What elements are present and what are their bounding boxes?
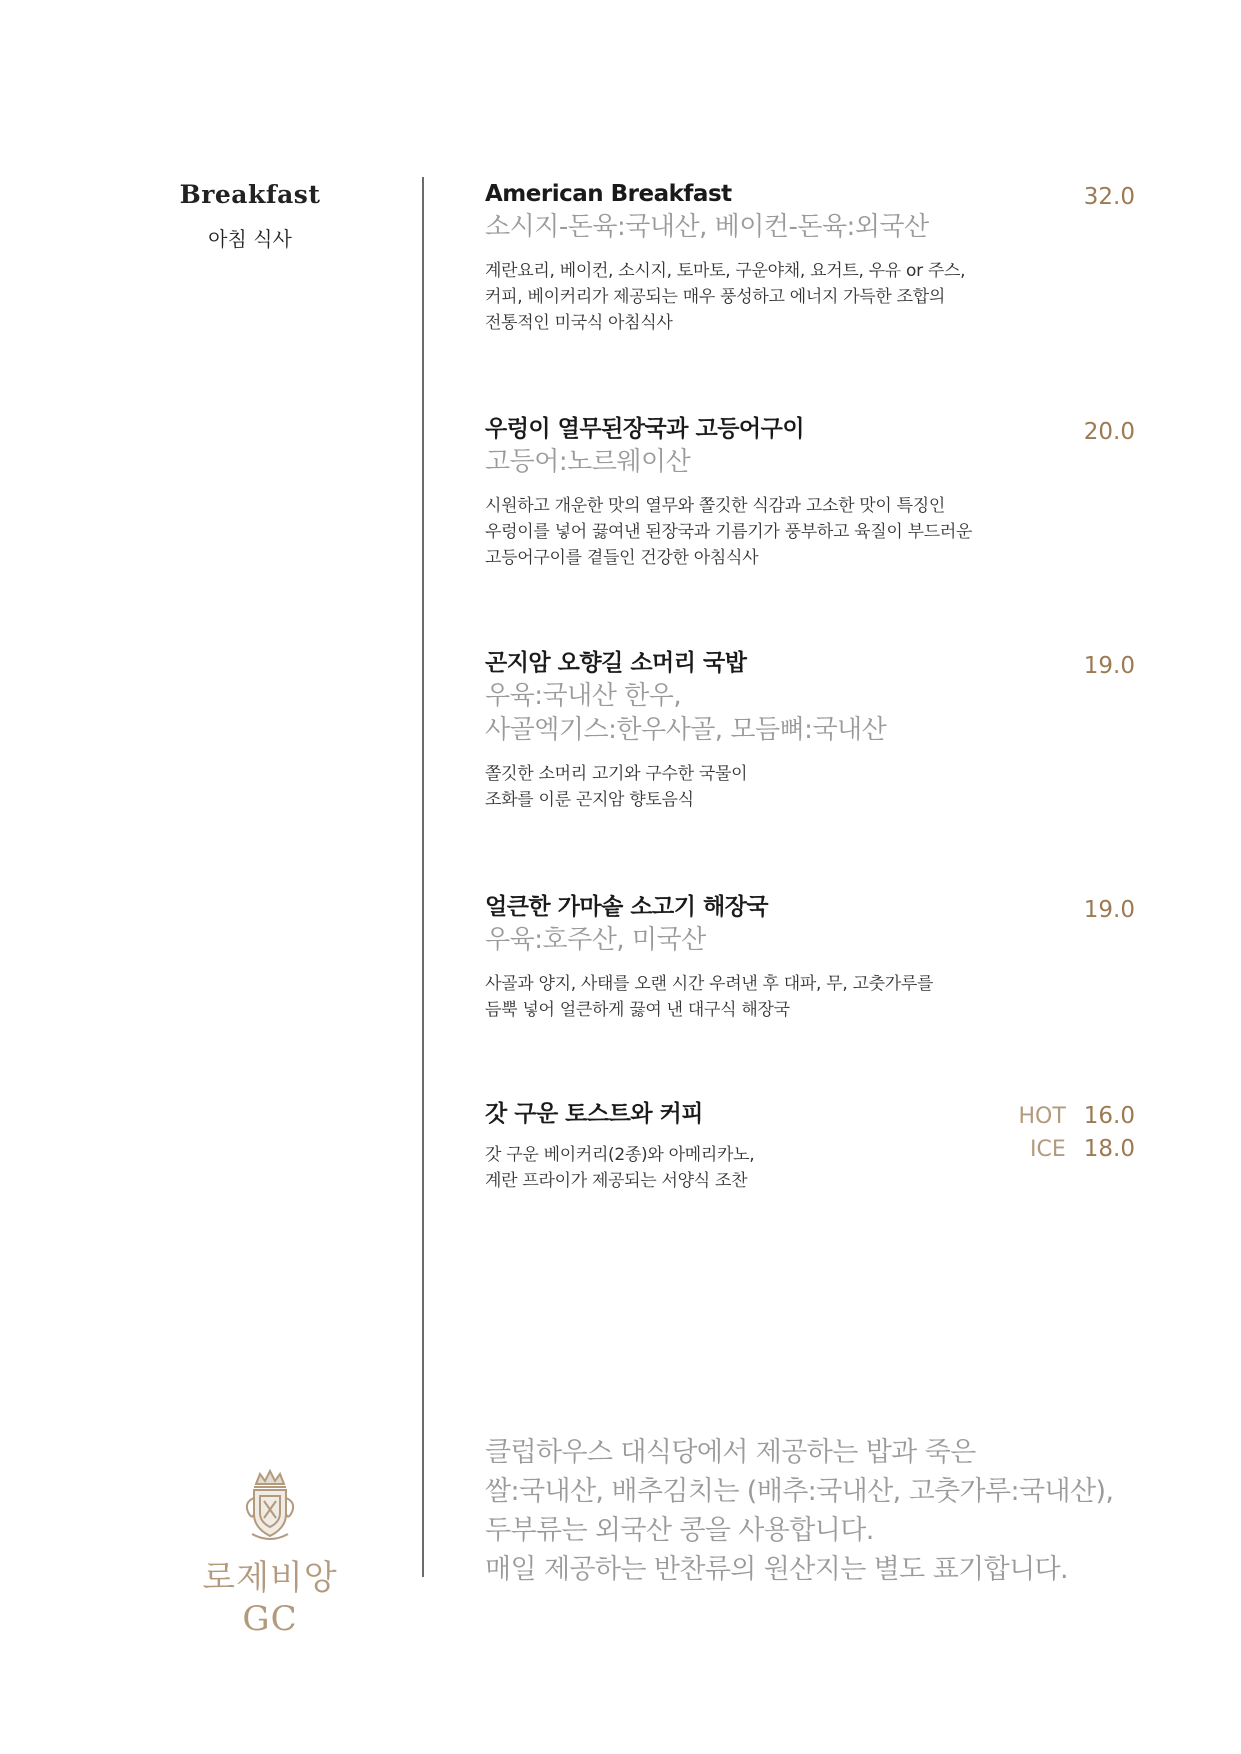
- item-description: 시원하고 개운한 맛의 열무와 쫄깃한 식감과 고소한 맛이 특징인 우렁이를 넣어 끓여낸 된장국과 기름기가 풍부하고 육질이 부드러운 고등어구이를 곁들인 건강한 아침식사: [485, 496, 973, 568]
- price-value-hot: 16.0: [1083, 1103, 1135, 1129]
- item-origin-line2: 사골엑기스:한우사골, 모듬뼈:국내산: [485, 715, 887, 745]
- section-subtitle: 아침 식사: [208, 227, 292, 251]
- section-title: Breakfast: [179, 180, 321, 209]
- crest-icon: [240, 1468, 300, 1544]
- menu-item-someori-gukbap: [485, 647, 1135, 813]
- item-description: 사골과 양지, 사태를 오랜 시간 우려낸 후 대파, 무, 고춧가루를 듬뿍 넣어 얼큰하게 끓여 낸 대구식 해장국: [485, 974, 934, 1020]
- item-name: 우렁이 열무된장국과 고등어구이: [485, 416, 805, 442]
- item-price: 20.0: [1083, 419, 1135, 445]
- price-row-ice: [1018, 1133, 1135, 1166]
- menu-item-american-breakfast: [485, 178, 1135, 336]
- item-name: American Breakfast: [485, 181, 732, 207]
- item-description: 계란요리, 베이컨, 소시지, 토마토, 구운야채, 요거트, 우유 or 주스, 커피, 베이커리가 제공되는 매우 풍성하고 에너지 가득한 조합의 전통적인 미국식 아침식사: [485, 261, 966, 333]
- price-label-ice: ICE: [1030, 1137, 1066, 1162]
- origin-footnote: 클럽하우스 대식당에서 제공하는 밥과 죽은 쌀:국내산, 배추김치는 (배추:국내산, 고춧가루:국내산), 두부류는 외국산 콩을 사용합니다. 매일 제공하는 반찬류의 원산지는 별도 표기합니다.: [485, 1437, 1114, 1585]
- item-price: 19.0: [1083, 653, 1135, 679]
- menu-item-doenjang-mackerel: [485, 413, 1135, 571]
- section-heading: [150, 180, 350, 252]
- item-name: 곤지암 오향길 소머리 국밥: [485, 650, 747, 676]
- menu-item-toast-coffee: [485, 1098, 1135, 1194]
- item-name: 갓 구운 토스트와 커피: [485, 1101, 703, 1127]
- item-price-group: [1018, 1100, 1135, 1166]
- item-origin: 고등어:노르웨이산: [485, 447, 691, 477]
- price-value-ice: 18.0: [1083, 1136, 1135, 1162]
- item-price: 19.0: [1083, 897, 1135, 923]
- brand-logo: [170, 1468, 370, 1639]
- logo-text: 로제비앙 GC: [202, 1558, 338, 1639]
- item-name: 얼큰한 가마솥 소고기 해장국: [485, 894, 769, 920]
- price-label-hot: HOT: [1018, 1104, 1066, 1129]
- item-description: 갓 구운 베이커리(2종)와 아메리카노, 계란 프라이가 제공되는 서양식 조찬: [485, 1145, 755, 1191]
- vertical-divider: [422, 177, 424, 1577]
- item-origin: 소시지-돈육:국내산, 베이컨-돈육:외국산: [485, 212, 929, 242]
- price-row-hot: [1018, 1100, 1135, 1133]
- item-price: 32.0: [1083, 184, 1135, 210]
- item-origin-line1: 우육:국내산 한우,: [485, 681, 682, 711]
- item-origin: 우육:호주산, 미국산: [485, 925, 706, 955]
- item-description: 쫄깃한 소머리 고기와 구수한 국물이 조화를 이룬 곤지암 향토음식: [485, 764, 748, 810]
- menu-item-haejangguk: [485, 891, 1135, 1023]
